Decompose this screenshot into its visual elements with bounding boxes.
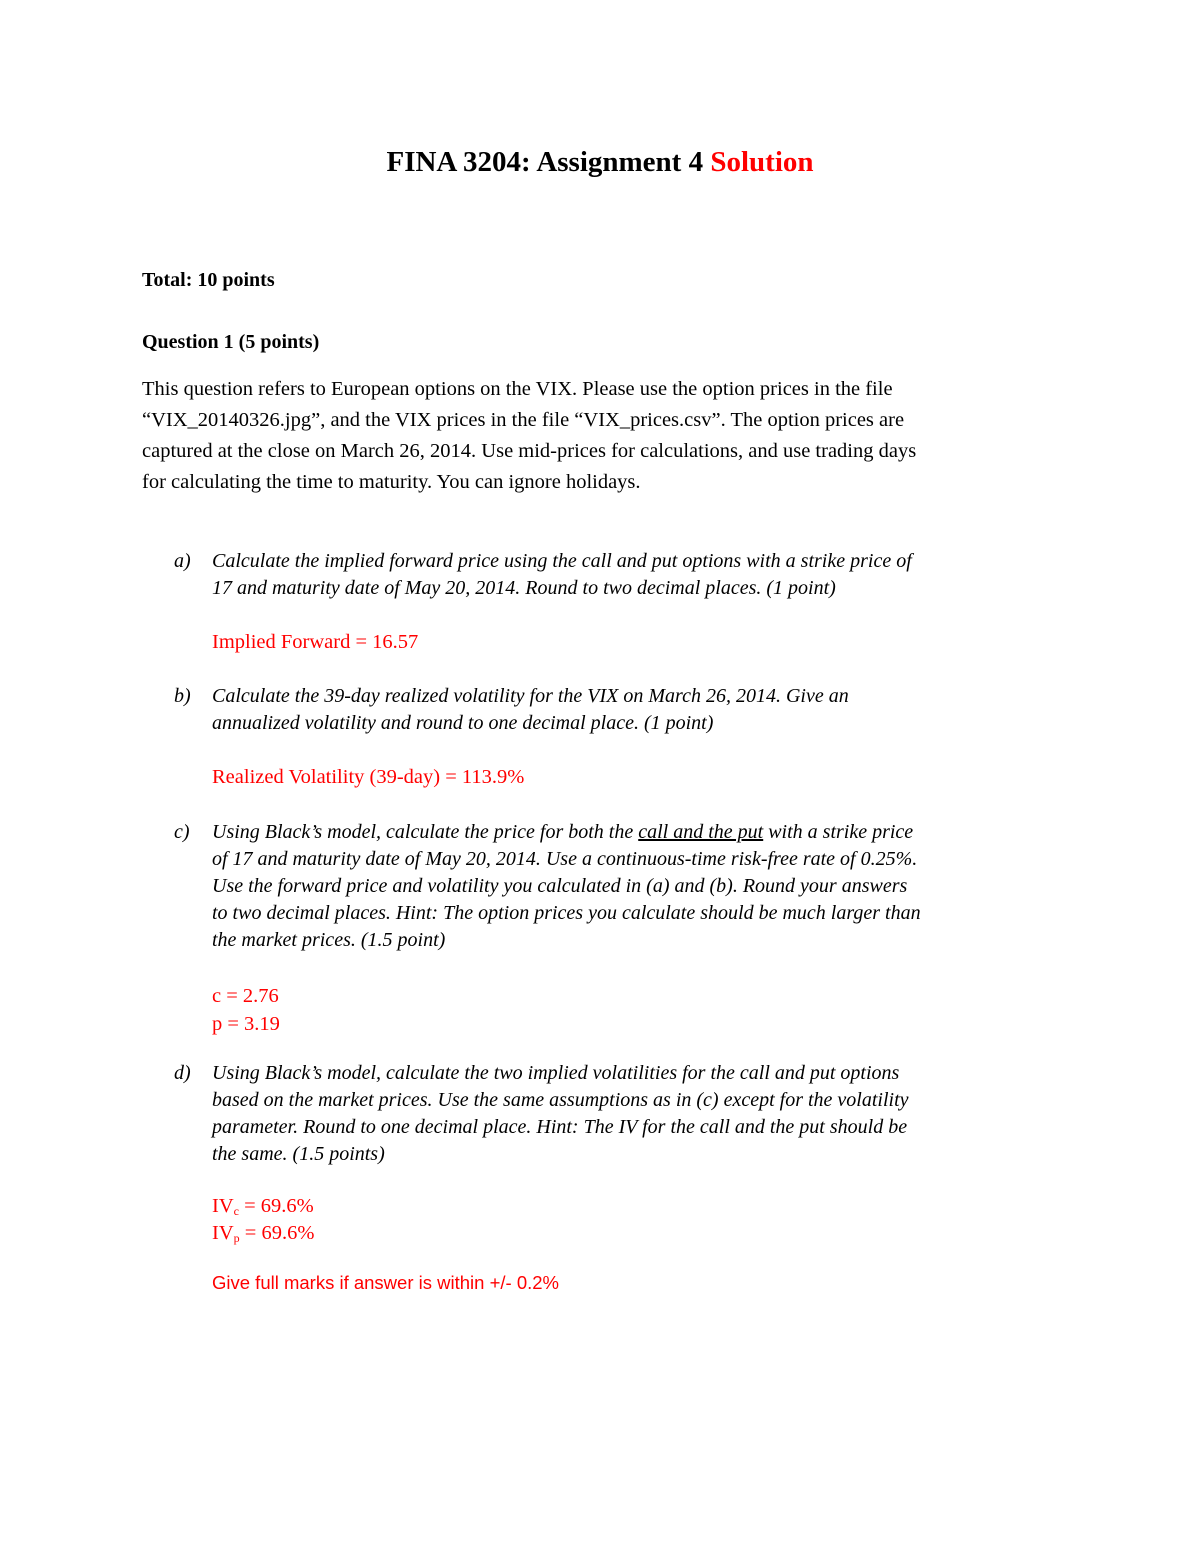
part-d-text (212, 1060, 1072, 1168)
iv-label: IV (212, 1195, 234, 1217)
part-d-answer-iv-put (212, 1219, 314, 1247)
part-d-line: Using Black’s model, calculate the two implied volatilities for the call and put options (212, 1062, 900, 1084)
part-c-answer-put: p = 3.19 (212, 1013, 280, 1035)
intro-line: This question refers to European options on the VIX. Please use the option prices in the file (142, 378, 893, 400)
part-c-line: of 17 and maturity date of May 20, 2014. Use a continuous-time risk-free rate of 0.25%. (212, 848, 918, 870)
intro-line: captured at the close on March 26, 2014. Use mid-prices for calculations, and use trading days (142, 440, 917, 462)
part-b-text (212, 683, 1072, 737)
part-b-answer: Realized Volatility (39-day) = 113.9% (212, 766, 525, 788)
total-points: Total: 10 points (142, 269, 275, 291)
intro-line: for calculating the time to maturity. You can ignore holidays. (142, 471, 641, 493)
part-a-line: 17 and maturity date of May 20, 2014. Round to two decimal places. (1 point) (212, 577, 836, 599)
part-a-line: Calculate the implied forward price using the call and put options with a strike price of (212, 550, 912, 572)
question-1-heading: Question 1 (5 points) (142, 331, 320, 353)
title-solution: Solution (710, 146, 814, 178)
part-b-label: b) (174, 685, 191, 707)
part-d-label: d) (174, 1062, 191, 1084)
part-d-line: parameter. Round to one decimal place. Hint: The IV for the call and the put should be (212, 1116, 908, 1138)
intro-line: “VIX_20140326.jpg”, and the VIX prices in the file “VIX_prices.csv”. The option prices are (142, 409, 905, 431)
part-c-label: c) (174, 821, 190, 843)
part-c-line1-pre: Using Black’s model, calculate the price for both the (212, 821, 639, 843)
part-c-line (212, 819, 1072, 846)
part-c-text (212, 819, 1072, 954)
part-a-label: a) (174, 550, 191, 572)
part-d-answer-iv-call (212, 1192, 314, 1220)
part-d-line: the same. (1.5 points) (212, 1143, 385, 1165)
iv-subscript: p (233, 1231, 240, 1245)
title-main: FINA 3204: Assignment 4 (386, 146, 711, 178)
question-1-intro (142, 374, 1062, 498)
part-b-line: annualized volatility and round to one decimal place. (1 point) (212, 712, 714, 734)
iv-value: = 69.6% (239, 1222, 315, 1244)
grading-note: Give full marks if answer is within +/- 0.2% (212, 1272, 559, 1293)
iv-subscript: c (233, 1204, 239, 1218)
part-d-line: based on the market prices. Use the same assumptions as in (c) except for the volatility (212, 1089, 909, 1111)
part-c-line: Use the forward price and volatility you calculated in (a) and (b). Round your answers (212, 875, 908, 897)
page-title (0, 140, 1200, 184)
part-a-answer: Implied Forward = 16.57 (212, 631, 419, 653)
part-c-line1-post: with a strike price (763, 821, 914, 843)
part-a-text (212, 548, 1072, 602)
part-c-line: to two decimal places. Hint: The option prices you calculate should be much larger than (212, 902, 921, 924)
part-c-underlined: call and the put (638, 821, 764, 843)
part-b-line: Calculate the 39-day realized volatility for the VIX on March 26, 2014. Give an (212, 685, 849, 707)
iv-value: = 69.6% (238, 1195, 314, 1217)
part-c-line: the market prices. (1.5 point) (212, 929, 446, 951)
part-c-answer-call: c = 2.76 (212, 985, 279, 1007)
iv-label: IV (212, 1222, 234, 1244)
